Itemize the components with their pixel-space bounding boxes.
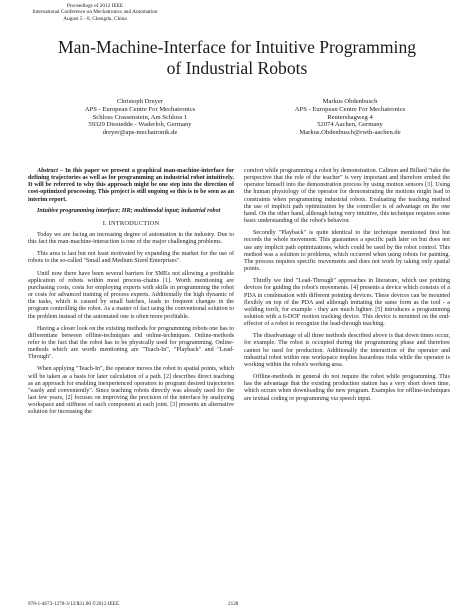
author-address: Schloss Crassenstein, Am Schloss 1 bbox=[92, 113, 188, 121]
right-column bbox=[244, 168, 450, 408]
left-column bbox=[28, 168, 234, 422]
author-email: Markus.Obdenbusch@rwth-aachen.de bbox=[299, 129, 401, 137]
body-paragraph: Until now there have been several barriers for SMEs not allowing a profitable application of robots within most process-chains [1]. Worth mentioning are purchasing costs, costs for employing experts with skills in programming the robot or costs for advanced training of process experts. Additionally the high dynamic of the tasks, which is caused by small batches, leads to frequent changes in the program controlling the robot. As a matter of fact using the conventional solution to the problem instead of the automated one is often more profitable. bbox=[28, 270, 234, 320]
proceedings-line: Proceedings of 2012 IEEE bbox=[66, 3, 124, 9]
proceedings-line: August 5 - 8, Chengdu, China bbox=[63, 15, 127, 22]
abstract-lead: Abstract – bbox=[37, 168, 64, 174]
section-heading: I. INTRODUCTION bbox=[102, 219, 160, 227]
proceedings-line: International Conference on Mechatronics and Automation bbox=[32, 9, 158, 16]
author-name: Markus Obdenbusch bbox=[322, 98, 378, 105]
body-paragraph: Today we are facing an increasing degree of automation in the industry. Due to this fact the man-machine-interaction is one of the major challenging problems. bbox=[28, 231, 234, 246]
author-address: 59329 Diestedde - Waderloh, Germany bbox=[88, 121, 192, 129]
author-address: Reutershagweg 4 bbox=[327, 113, 373, 121]
author-name: Christoph Dreyer bbox=[117, 98, 163, 105]
paper-title-line: Man-Machine-Interface for Intuitive Programming bbox=[57, 37, 417, 57]
author-affiliation: APS - European Centre For Mechatronics bbox=[294, 105, 406, 113]
author-affiliation: APS - European Centre For Mechatronics bbox=[84, 105, 196, 113]
proceedings-header bbox=[20, 3, 170, 22]
author-1 bbox=[40, 98, 240, 137]
author-address: 52074 Aachen, Germany bbox=[317, 121, 383, 129]
abstract-text: In this paper we present a graphical man-machine-interface for defining trajectories as well as for programming an industrial robot intuitively. It will be referred to why this approach might be one step into the direction of cost-optimized processing. This project is still ongoing so this is to be seen as an interim report. bbox=[28, 168, 234, 203]
paper-title bbox=[10, 37, 464, 78]
author-email: dreyer@aps-mechatronik.de bbox=[102, 129, 178, 137]
index-terms: Intuitive programming interface; HR; multimodal input; industrial robot bbox=[37, 207, 221, 214]
page-number: 2128 bbox=[228, 601, 239, 607]
body-paragraph: The disadvantage of all three methods described above is that down times occur, for example. The robot is occupied during the programming phase and therefore cannot be used for production. Additionally the interaction of the operator and industrial robot within one workspace implies hazardous risks while the operator is working within the robot's working area. bbox=[244, 333, 450, 368]
author-2 bbox=[250, 98, 450, 137]
copyright-notice: 978-1-4673-1278-3/12/$31.00 ©2012 IEEE bbox=[28, 601, 120, 607]
body-paragraph: comfort while programming a robot by demonstration. Calinon and Billard "take the perspective that the role of the teacher" is very important and therefore embed the operator himself into the demonstration process by using motion sensors [3]. Using the human physiology of the operator for demonstrating the motions might lead to constraints when programming industrial robots. Evaluating the teaching method the use of implicit path optimization by the controller is of advantage on the one hand. On the other hand, although being very intuitive, this technique requires some basic understanding of the robot's behavior. bbox=[244, 168, 450, 225]
paper-title-line: of Industrial Robots bbox=[166, 57, 308, 78]
body-paragraph: Offline-methods in general do not require the robot while programming. This has the advantage that the existing production station has a very short down time, which occurs when downloading the new program. Examples for offline-techniques are textual coding or programming via speech input. bbox=[244, 374, 450, 402]
body-paragraph: Thirdly we find "Lead-Through" approaches in literature, which use pointing devices for guiding the robot's movements. [4] presents a device which consists of a PDA in combination with different pointing devices. These devices can be mounted flexibly on top of the PDA and although imitating the same form as the tool - a welding torch, for example - they are much lighter. [5] introduces a programming solution with a 6-DOF motion tracking device. This device is mounted on the end-effector of a robot to recognize the lead-through teaching. bbox=[244, 278, 450, 328]
body-paragraph: This area is last but not least motivated by expanding the market for the use of robots to the so-called "Small and Medium Sized Enterprises". bbox=[28, 251, 234, 265]
body-paragraph: When applying "Teach-In", the operator moves the robot to spatial points, which will be taken as a basis for later calculation of a path. [2] describes direct teaching as an approach for enabling inexperienced operators to program desired trajectories "easily and conveniently". Since teaching robots directly was already used for the last few years, [2] focuses on improving the precision of the interface by analyzing workspace and stiffness of each component at each joint. [3] presents an alternative solution for increasing the bbox=[28, 366, 234, 416]
body-paragraph: Having a closer look on the existing methods for programming robots one has to differentiate between offline-techniques and online-techniques. Online-methods refer to the fact that the robot has to be physically used for programming. Online-methods which are worth mentioning are "Teach-In", "Playback" and "Lead-Through". bbox=[28, 325, 234, 361]
body-paragraph: Secondly "Playback" is quite identical to the technique mentioned first but records the whole movement. This guarantees a specific path later on but does not use any implicit path optimizations, which could be used by the robot control. This method was a solution to problems, which occurred when using robots for painting. The process requires specific movements and does not work by taking only spatial points. bbox=[244, 230, 450, 273]
abstract bbox=[28, 168, 234, 204]
